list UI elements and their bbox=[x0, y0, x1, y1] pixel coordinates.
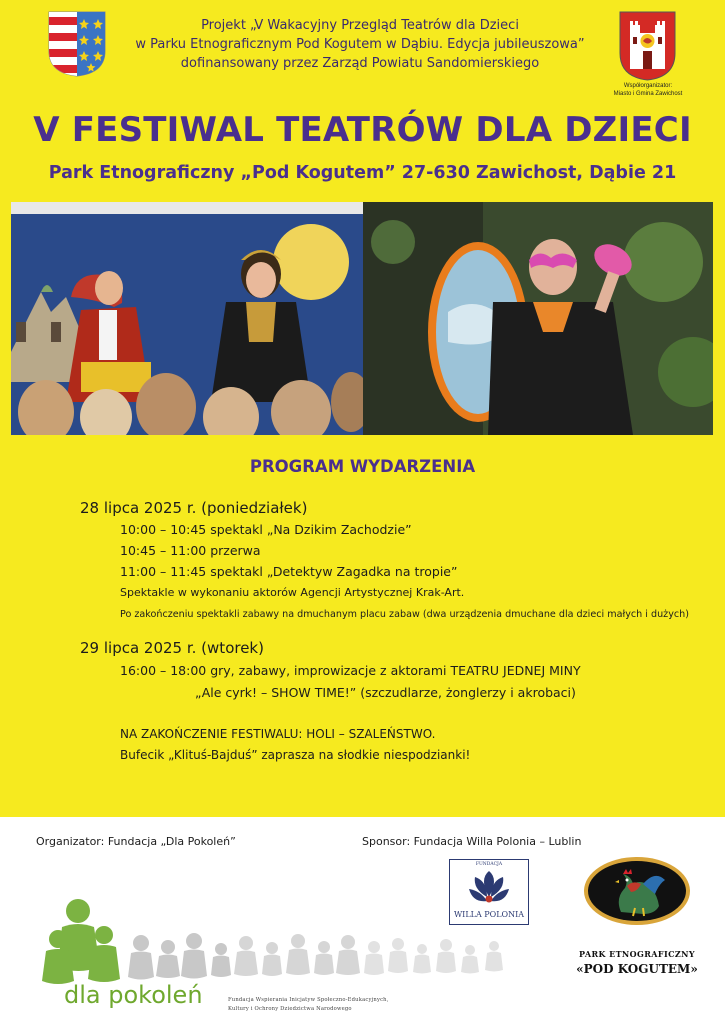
kogut-line-1: PARK ETNOGRAFICZNY bbox=[579, 949, 695, 959]
day-1-item: 10:00 – 10:45 spektakl „Na Dzikim Zachodzie” bbox=[120, 522, 412, 537]
willa-top-text: FUNDACJA bbox=[475, 862, 503, 867]
dla-pokolen-wordmark: dla pokoleń bbox=[64, 981, 203, 1009]
kogut-line-2: «POD KOGUTEM» bbox=[576, 962, 698, 976]
project-line-1: Projekt „V Wakacyjny Przegląd Teatrów dla Dzieci bbox=[201, 18, 519, 33]
day-1-item: 11:00 – 11:45 spektakl „Detektyw Zagadka na tropie” bbox=[120, 564, 458, 579]
project-line-2: w Parku Etnograficznym Pod Kogutem w Dąbiu. Edycja jubileuszowa” bbox=[135, 37, 585, 52]
festival-title: V FESTIWAL TEATRÓW DLA DZIECI bbox=[33, 110, 692, 150]
program-heading: PROGRAM WYDARZENIA bbox=[249, 457, 476, 476]
closing-buffet: Bufecik „Klituś-Bajduś” zaprasza na słodkie niespodzianki! bbox=[120, 748, 471, 762]
performance-photo-right bbox=[363, 202, 713, 435]
day-2-title: 29 lipca 2025 r. (wtorek) bbox=[80, 639, 264, 657]
willa-name-text: WILLA POLONIA bbox=[453, 910, 525, 919]
coat-of-arms-icon bbox=[48, 11, 106, 77]
day-1-title: 28 lipca 2025 r. (poniedziałek) bbox=[80, 499, 308, 517]
dla-pokolen-description bbox=[228, 996, 389, 1014]
dla-desc-line-1: Fundacja Wspierania Inicjatyw Społeczno-Edukacyjnych, bbox=[228, 997, 389, 1003]
project-line-3: dofinansowany przez Zarząd Powiatu Sandomierskiego bbox=[180, 56, 540, 71]
town-coat-of-arms-icon bbox=[619, 11, 676, 81]
coorganizer-name: Miasto i Gmina Zawichost bbox=[613, 91, 683, 97]
performance-photo-left bbox=[11, 202, 363, 435]
kogut-park-name bbox=[568, 948, 706, 978]
organizer-label: Organizator: Fundacja „Dla Pokoleń” bbox=[36, 835, 236, 848]
day-1-note: Spektakle w wykonaniu aktorów Agencji Artystycznej Krak-Art. bbox=[120, 586, 465, 599]
day-1-note: Po zakończeniu spektakli zabawy na dmuchanym placu zabaw (dwa urządzenia dmuchane dla dzieci małych i dużych) bbox=[120, 609, 689, 620]
coorganizer-label: Współorganizator: bbox=[623, 83, 673, 89]
day-2-item: 16:00 – 18:00 gry, zabawy, improwizacje z aktorami TEATRU JEDNEJ MINY bbox=[120, 663, 581, 678]
day-2-item: „Ale cyrk! – SHOW TIME!” (szczudlarze, żonglerzy i akrobaci) bbox=[195, 685, 576, 700]
rooster-logo-icon bbox=[583, 856, 691, 926]
dla-desc-line-2: Kultury i Ochrony Dziedzictwa Narodowego bbox=[228, 1006, 352, 1012]
festival-venue: Park Etnograficzny „Pod Kogutem” 27-630 Zawichost, Dąbie 21 bbox=[48, 163, 677, 183]
day-1-item: 10:45 – 11:00 przerwa bbox=[120, 543, 261, 558]
closing-announcement: NA ZAKOŃCZENIE FESTIWALU: HOLI – SZALEŃSTWO. bbox=[120, 727, 436, 741]
project-description bbox=[120, 16, 600, 73]
sponsor-label: Sponsor: Fundacja Willa Polonia – Lublin bbox=[362, 835, 582, 848]
coorganizer-caption bbox=[598, 82, 698, 98]
